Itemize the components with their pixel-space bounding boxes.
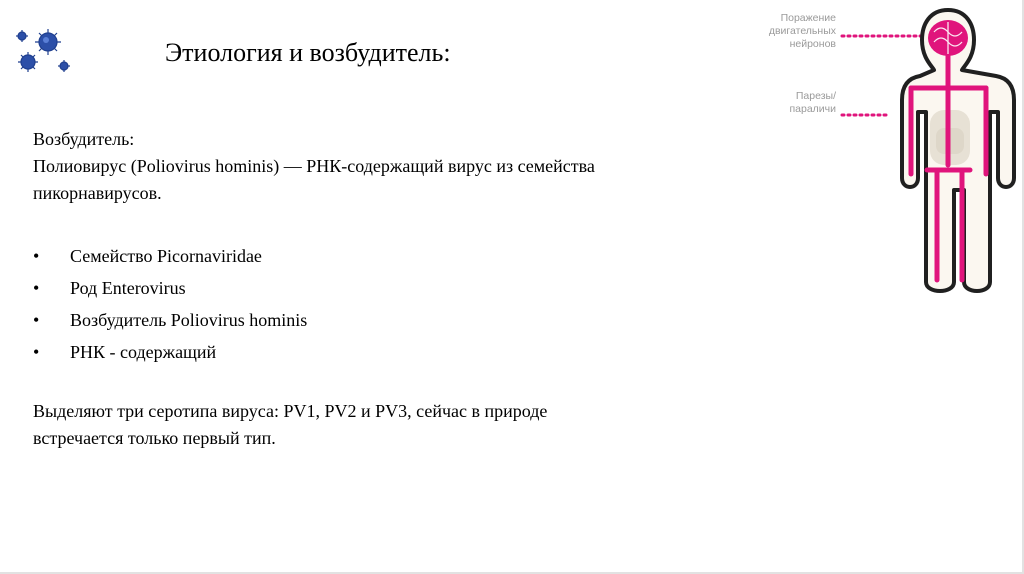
list-item: • Семейство Picornaviridae <box>33 240 753 272</box>
pathogen-label: Возбудитель: <box>33 129 135 149</box>
pathogen-description-line-2: пикорнавирусов. <box>33 183 162 203</box>
bullet-icon: • <box>33 278 40 298</box>
label-motor-neurons: Поражение двигательных нейронов <box>768 12 836 50</box>
human-body-diagram <box>740 0 1024 300</box>
classification-list <box>33 240 753 368</box>
pathogen-description-line-1: Полиовирус (Poliovirus hominis) — РНК-содержащий вирус из семейства <box>33 156 595 176</box>
list-item: • РНК - содержащий <box>33 336 753 368</box>
body-outline-svg <box>740 0 1024 300</box>
list-item: • Род Enterovirus <box>33 272 753 304</box>
list-item: • Возбудитель Poliovirus hominis <box>33 304 753 336</box>
bullet-icon: • <box>33 310 40 330</box>
bullet-icon: • <box>33 342 40 362</box>
bullet-icon: • <box>33 246 40 266</box>
serotypes-line-2: встречается только первый тип. <box>33 428 276 448</box>
serotypes-line-1: Выделяют три серотипа вируса: PV1, PV2 и PV3, сейчас в природе <box>33 401 548 421</box>
virus-cluster-icon <box>8 22 74 78</box>
label-paresis: Парезы/ параличи <box>789 90 836 115</box>
slide-title: Этиология и возбудитель: <box>165 38 451 67</box>
slide-body <box>33 126 753 452</box>
